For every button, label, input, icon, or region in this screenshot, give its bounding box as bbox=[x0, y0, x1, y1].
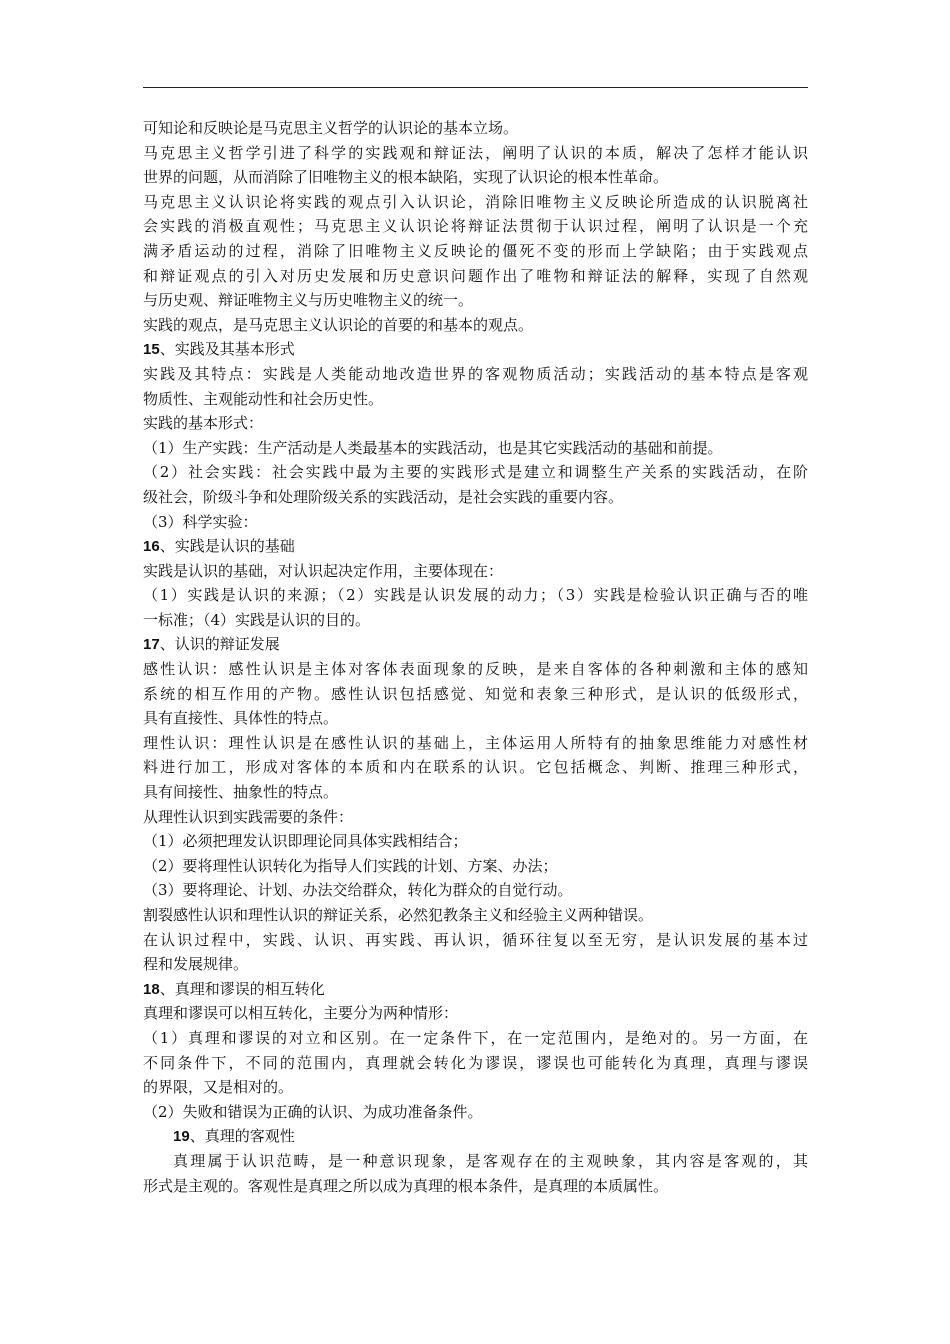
text-line: 一标准；（4）实践是认识的目的。 bbox=[143, 610, 371, 629]
text-line: （2）要将理性认识转化为指导人们实践的计划、方案、办法； bbox=[143, 856, 558, 875]
text-line: （3）要将理论、计划、办法交给群众，转化为群众的自觉行动。 bbox=[143, 881, 573, 900]
header-rule bbox=[143, 87, 808, 88]
text-line: 的界限，又是相对的。 bbox=[143, 1078, 294, 1097]
text-line: （2）社会实践：社会实践中最为主要的实践形式是建立和调整生产关系的实践活动，在阶 bbox=[143, 463, 808, 482]
text-line: 感性认识：感性认识是主体对客体表面现象的反映，是来自客体的各种刺激和主体的感知 bbox=[143, 660, 808, 679]
text-line: 马克思主义认识论将实践的观点引入认识论，消除旧唯物主义反映论所造成的认识脱离社 bbox=[143, 192, 808, 211]
section-title: 、实践及其基本形式 bbox=[159, 340, 295, 359]
text-line: 系统的相互作用的产物。感性认识包括感觉、知觉和表象三种形式，是认识的低级形式， bbox=[143, 684, 808, 703]
text-line: （2）失败和错误为正确的认识、为成功准备条件。 bbox=[143, 1102, 483, 1121]
section-title: 、认识的辩证发展 bbox=[159, 635, 280, 654]
text-line: 割裂感性认识和理性认识的辩证关系，必然犯教条主义和经验主义两种错误。 bbox=[143, 906, 654, 924]
text-line: 可知论和反映论是马克思主义哲学的认识论的基本立场。 bbox=[143, 119, 519, 137]
section-number: 15 bbox=[143, 341, 160, 359]
section-heading-16 bbox=[143, 534, 808, 559]
text-line: 真理和谬误可以相互转化，主要分为两种情形： bbox=[143, 1004, 459, 1023]
section-title: 、真理和谬误的相互转化 bbox=[159, 979, 325, 998]
section-heading-15 bbox=[143, 337, 808, 362]
document-body bbox=[143, 116, 808, 1198]
text-line: 在认识过程中，实践、认识、再实践、再认识，循环往复以至无穷，是认识发展的基本过 bbox=[143, 930, 808, 949]
section-heading-17 bbox=[143, 632, 808, 657]
text-line: 形式是主观的。客观性是真理之所以成为真理的根本条件，是真理的本质属性。 bbox=[143, 1176, 669, 1195]
text-line: 料进行加工，形成对客体的本质和内在联系的认识。它包括概念、判断、推理三种形式， bbox=[143, 758, 808, 777]
text-line: 马克思主义哲学引进了科学的实践观和辩证法，阐明了认识的本质，解决了怎样才能认识 bbox=[143, 143, 808, 162]
section-number: 18 bbox=[143, 980, 160, 998]
section-title: 、真理的客观性 bbox=[189, 1127, 295, 1146]
text-line: 世界的问题，从而消除了旧唯物主义的根本缺陷，实现了认识论的根本性革命。 bbox=[143, 168, 669, 187]
text-line: 会实践的消极直观性；马克思主义认识论将辩证法贯彻于认识过程，阐明了认识是一个充 bbox=[143, 217, 808, 236]
text-line: 满矛盾运动的过程，消除了旧唯物主义反映论的僵死不变的形而上学缺陷；由于实践观点 bbox=[143, 241, 808, 260]
text-line: 不同条件下，不同的范围内，真理就会转化为谬误，谬误也可能转化为真理，真理与谬误 bbox=[143, 1053, 808, 1072]
text-line: 实践是认识的基础，对认识起决定作用，主要体现在： bbox=[143, 561, 504, 580]
section-heading-19 bbox=[143, 1124, 808, 1149]
text-line: 真理属于认识范畴，是一种意识现象，是客观存在的主观映象，其内容是客观的，其 bbox=[173, 1151, 808, 1170]
text-line: （1）生产实践：生产活动是人类最基本的实践活动，也是其它实践活动的基础和前提。 bbox=[143, 438, 723, 457]
text-line: 程和发展规律。 bbox=[143, 955, 249, 974]
section-number: 16 bbox=[143, 538, 160, 556]
text-line: 具有直接性、具体性的特点。 bbox=[143, 709, 339, 728]
text-line: 和辩证观点的引入对历史发展和历史意识问题作出了唯物和辩证法的解释，实现了自然观 bbox=[143, 266, 808, 285]
section-number: 19 bbox=[173, 1128, 190, 1146]
text-line: （1）必须把理发认识即理论同具体实践相结合； bbox=[143, 832, 468, 851]
text-line: 与历史观、辩证唯物主义与历史唯物主义的统一。 bbox=[143, 291, 474, 310]
text-line: （1）真理和谬误的对立和区别。在一定条件下，在一定范围内，是绝对的。另一方面，在 bbox=[143, 1028, 808, 1047]
text-line: 理性认识：理性认识是在感性认识的基础上，主体运用人所特有的抽象思维能力对感性材 bbox=[143, 733, 808, 752]
section-heading-18 bbox=[143, 977, 808, 1002]
text-line: （1）实践是认识的来源；（2）实践是认识发展的动力；（3）实践是检验认识正确与否的唯 bbox=[143, 586, 808, 605]
text-line: 从理性认识到实践需要的条件： bbox=[143, 807, 354, 826]
text-line: 级社会，阶级斗争和处理阶级关系的实践活动，是社会实践的重要内容。 bbox=[143, 487, 624, 506]
section-number: 17 bbox=[143, 636, 160, 654]
text-line: 实践的观点，是马克思主义认识论的首要的和基本的观点。 bbox=[143, 315, 534, 334]
text-line: （3）科学实验： bbox=[143, 512, 258, 531]
text-line: 实践的基本形式： bbox=[143, 414, 264, 433]
text-line: 实践及其特点：实践是人类能动地改造世界的客观物质活动；实践活动的基本特点是客观 bbox=[143, 364, 808, 383]
text-line: 具有间接性、抽象性的特点。 bbox=[143, 783, 339, 802]
section-title: 、实践是认识的基础 bbox=[159, 537, 295, 556]
text-line: 物质性、主观能动性和社会历史性。 bbox=[143, 389, 384, 408]
